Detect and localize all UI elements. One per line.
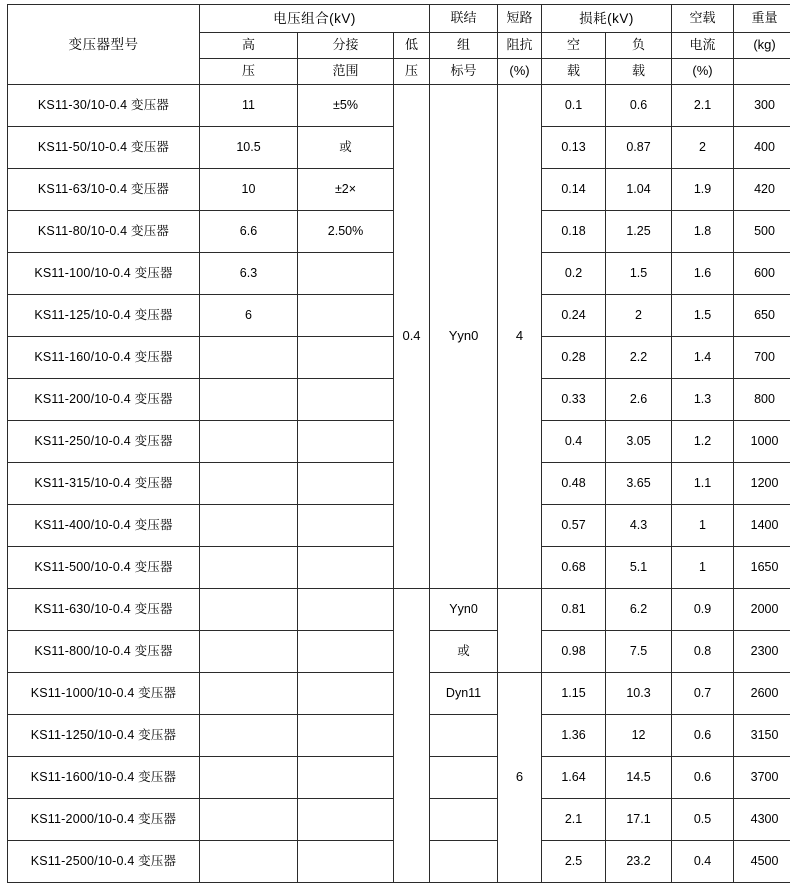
cell-low-voltage-merged-2 [394,589,430,883]
header-voltage-low: 低 [394,33,430,59]
cell-connection-group-blank [430,715,498,757]
cell-high-voltage: 6.3 [200,253,298,295]
header-model: 变压器型号 [8,5,200,85]
cell-weight: 3150 [734,715,790,757]
cell-loss-load: 1.04 [606,169,672,211]
header-connection-group: 联结 [430,5,498,33]
header-loss: 损耗(kV) [542,5,672,33]
cell-loss-load: 1.25 [606,211,672,253]
cell-tap-range [298,337,394,379]
header-voltage-tap-line2: 范围 [298,59,394,85]
cell-noload-current: 0.6 [672,757,734,799]
header-short-circuit-line2: 阻抗 [498,33,542,59]
cell-loss-load: 2 [606,295,672,337]
cell-weight: 650 [734,295,790,337]
cell-connection-group-dyn11: Dyn11 [430,673,498,715]
cell-impedance-blank [498,589,542,673]
cell-loss-noload: 2.1 [542,799,606,841]
cell-loss-load: 3.05 [606,421,672,463]
cell-model: KS11-800/10-0.4 变压器 [8,631,200,673]
cell-loss-noload: 0.13 [542,127,606,169]
cell-loss-noload: 0.2 [542,253,606,295]
cell-model: KS11-2500/10-0.4 变压器 [8,841,200,883]
cell-noload-current: 2 [672,127,734,169]
cell-tap-range: 2.50% [298,211,394,253]
cell-noload-current: 0.8 [672,631,734,673]
cell-tap-range: 或 [298,127,394,169]
cell-loss-load: 12 [606,715,672,757]
header-voltage-tap: 分接 [298,33,394,59]
header-connection-symbol: 标号 [430,59,498,85]
cell-loss-noload: 0.33 [542,379,606,421]
cell-weight: 800 [734,379,790,421]
cell-loss-noload: 2.5 [542,841,606,883]
cell-model: KS11-125/10-0.4 变压器 [8,295,200,337]
cell-weight: 4300 [734,799,790,841]
cell-model: KS11-630/10-0.4 变压器 [8,589,200,631]
cell-model: KS11-63/10-0.4 变压器 [8,169,200,211]
cell-loss-noload: 1.36 [542,715,606,757]
cell-tap-range [298,379,394,421]
header-loss-load-line2: 载 [606,59,672,85]
cell-tap-range: ±5% [298,85,394,127]
header-noload-current-line2: 电流 [672,33,734,59]
cell-model: KS11-1250/10-0.4 变压器 [8,715,200,757]
cell-loss-noload: 0.18 [542,211,606,253]
header-weight-blank [734,59,790,85]
cell-connection-group-blank [430,841,498,883]
cell-loss-noload: 0.98 [542,631,606,673]
header-voltage-high: 高 [200,33,298,59]
cell-loss-load: 0.87 [606,127,672,169]
header-voltage-group: 电压组合(kV) [200,5,430,33]
cell-weight: 1000 [734,421,790,463]
cell-high-voltage [200,337,298,379]
cell-loss-noload: 1.15 [542,673,606,715]
cell-weight: 2600 [734,673,790,715]
cell-loss-load: 6.2 [606,589,672,631]
cell-weight: 1650 [734,547,790,589]
header-weight: 重量 [734,5,790,33]
cell-weight: 2000 [734,589,790,631]
cell-tap-range [298,295,394,337]
cell-impedance-merged: 4 [498,85,542,589]
cell-tap-range [298,547,394,589]
header-loss-noload: 空 [542,33,606,59]
cell-high-voltage [200,589,298,631]
cell-weight: 4500 [734,841,790,883]
cell-high-voltage [200,799,298,841]
cell-high-voltage [200,379,298,421]
header-loss-load: 负 [606,33,672,59]
cell-weight: 1400 [734,505,790,547]
cell-loss-noload: 0.4 [542,421,606,463]
header-loss-noload-line2: 载 [542,59,606,85]
cell-loss-load: 2.6 [606,379,672,421]
cell-model: KS11-315/10-0.4 变压器 [8,463,200,505]
header-connection-group-line2: 组 [430,33,498,59]
cell-weight: 2300 [734,631,790,673]
cell-noload-current: 2.1 [672,85,734,127]
cell-high-voltage [200,757,298,799]
cell-model: KS11-2000/10-0.4 变压器 [8,799,200,841]
header-short-circuit-unit: (%) [498,59,542,85]
cell-noload-current: 0.4 [672,841,734,883]
cell-low-voltage-merged: 0.4 [394,85,430,589]
cell-loss-noload: 0.81 [542,589,606,631]
cell-tap-range [298,589,394,631]
cell-model: KS11-100/10-0.4 变压器 [8,253,200,295]
cell-loss-load: 10.3 [606,673,672,715]
cell-noload-current: 1.8 [672,211,734,253]
cell-high-voltage [200,463,298,505]
cell-model: KS11-80/10-0.4 变压器 [8,211,200,253]
table-row [8,85,790,127]
cell-model: KS11-250/10-0.4 变压器 [8,421,200,463]
cell-noload-current: 0.7 [672,673,734,715]
cell-tap-range [298,799,394,841]
cell-noload-current: 1.6 [672,253,734,295]
cell-tap-range [298,631,394,673]
cell-loss-load: 1.5 [606,253,672,295]
cell-high-voltage: 6 [200,295,298,337]
cell-noload-current: 0.5 [672,799,734,841]
cell-high-voltage [200,547,298,589]
cell-loss-noload: 0.24 [542,295,606,337]
cell-noload-current: 1 [672,505,734,547]
cell-weight: 3700 [734,757,790,799]
cell-noload-current: 1.9 [672,169,734,211]
transformer-spec-table [7,4,790,883]
cell-tap-range [298,673,394,715]
cell-connection-group-merged: Yyn0 [430,85,498,589]
cell-connection-group-blank [430,757,498,799]
cell-model: KS11-160/10-0.4 变压器 [8,337,200,379]
cell-tap-range [298,463,394,505]
cell-model: KS11-30/10-0.4 变压器 [8,85,200,127]
cell-loss-load: 7.5 [606,631,672,673]
cell-loss-noload: 0.68 [542,547,606,589]
cell-high-voltage [200,421,298,463]
cell-loss-load: 14.5 [606,757,672,799]
cell-loss-noload: 0.1 [542,85,606,127]
cell-high-voltage: 6.6 [200,211,298,253]
header-voltage-high-line2: 压 [200,59,298,85]
cell-loss-load: 23.2 [606,841,672,883]
cell-model: KS11-1600/10-0.4 变压器 [8,757,200,799]
cell-loss-noload: 0.48 [542,463,606,505]
header-voltage-low-line2: 压 [394,59,430,85]
cell-noload-current: 1.3 [672,379,734,421]
cell-high-voltage: 11 [200,85,298,127]
cell-loss-noload: 0.14 [542,169,606,211]
cell-noload-current: 1.2 [672,421,734,463]
cell-high-voltage: 10 [200,169,298,211]
table-row [8,589,790,631]
cell-connection-group-or: 或 [430,631,498,673]
cell-noload-current: 1 [672,547,734,589]
spec-sheet [0,4,790,771]
cell-weight: 600 [734,253,790,295]
cell-weight: 1200 [734,463,790,505]
cell-noload-current: 1.5 [672,295,734,337]
cell-loss-load: 5.1 [606,547,672,589]
cell-noload-current: 1.1 [672,463,734,505]
cell-high-voltage [200,673,298,715]
cell-high-voltage [200,505,298,547]
cell-connection-group-yyn0: Yyn0 [430,589,498,631]
cell-model: KS11-400/10-0.4 变压器 [8,505,200,547]
header-noload-current-unit: (%) [672,59,734,85]
cell-loss-load: 0.6 [606,85,672,127]
cell-model: KS11-200/10-0.4 变压器 [8,379,200,421]
header-short-circuit: 短路 [498,5,542,33]
cell-loss-noload: 0.57 [542,505,606,547]
cell-weight: 500 [734,211,790,253]
cell-noload-current: 0.9 [672,589,734,631]
cell-weight: 420 [734,169,790,211]
cell-loss-noload: 1.64 [542,757,606,799]
cell-model: KS11-50/10-0.4 变压器 [8,127,200,169]
cell-noload-current: 0.6 [672,715,734,757]
cell-high-voltage [200,715,298,757]
cell-noload-current: 1.4 [672,337,734,379]
cell-tap-range [298,757,394,799]
cell-impedance-merged-2: 6 [498,673,542,883]
cell-high-voltage: 10.5 [200,127,298,169]
cell-high-voltage [200,631,298,673]
cell-tap-range [298,253,394,295]
cell-high-voltage [200,841,298,883]
cell-loss-load: 3.65 [606,463,672,505]
cell-weight: 300 [734,85,790,127]
cell-tap-range [298,715,394,757]
cell-loss-noload: 0.28 [542,337,606,379]
cell-loss-load: 17.1 [606,799,672,841]
cell-tap-range: ±2× [298,169,394,211]
cell-loss-load: 4.3 [606,505,672,547]
header-row-1 [8,5,790,33]
cell-tap-range [298,421,394,463]
cell-model: KS11-500/10-0.4 变压器 [8,547,200,589]
cell-model: KS11-1000/10-0.4 变压器 [8,673,200,715]
cell-tap-range [298,841,394,883]
cell-loss-load: 2.2 [606,337,672,379]
header-noload-current: 空载 [672,5,734,33]
cell-connection-group-blank [430,799,498,841]
cell-weight: 700 [734,337,790,379]
cell-tap-range [298,505,394,547]
cell-weight: 400 [734,127,790,169]
header-weight-unit: (kg) [734,33,790,59]
